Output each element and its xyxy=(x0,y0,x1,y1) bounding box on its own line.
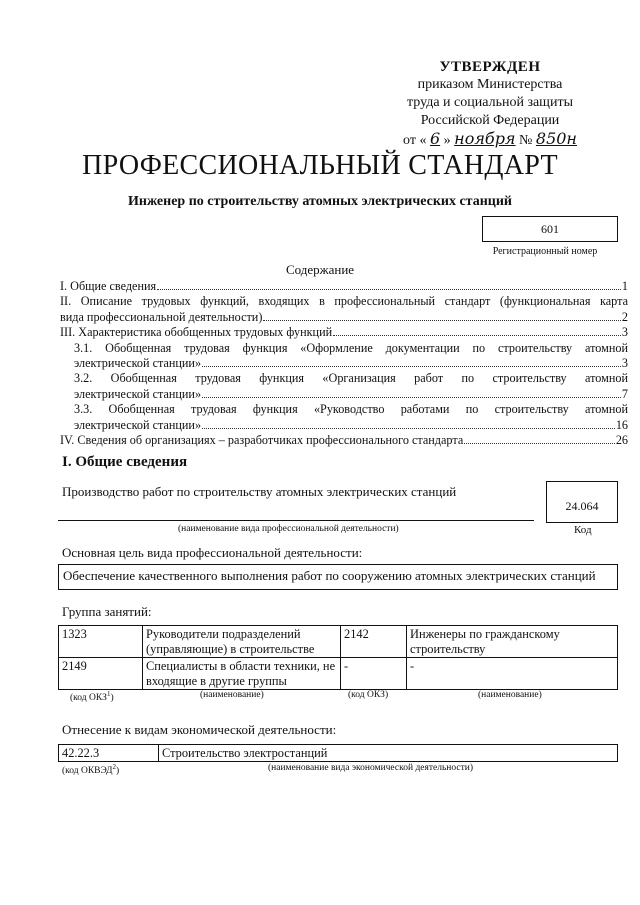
group-label: Группа занятий: xyxy=(62,604,152,619)
toc-item[interactable] xyxy=(60,418,628,433)
toc-item-text: электрической станции» xyxy=(74,386,202,401)
table-row xyxy=(59,658,618,690)
okz-code-cell: 2142 xyxy=(341,626,407,658)
okz-name-cell: - xyxy=(407,658,618,690)
standard-subtitle: Инженер по строительству атомных электрических станций xyxy=(128,194,512,209)
goal-box: Обеспечение качественного выполнения работ по сооружению атомных электрических станций xyxy=(58,564,618,590)
toc-item-text: I. Общие сведения xyxy=(60,279,157,293)
date-day: 6 xyxy=(429,129,441,148)
approval-line-1: приказом Министерства xyxy=(417,77,563,92)
toc-dots xyxy=(157,289,621,290)
caption-name-2: (наименование) xyxy=(478,690,542,700)
toc-page: 2 xyxy=(621,309,628,324)
section-heading: I. Общие сведения xyxy=(62,454,188,470)
okz-code-cell: 2149 xyxy=(59,658,143,690)
caption-okved-code xyxy=(62,763,119,776)
table-row xyxy=(59,626,618,658)
approval-heading: УТВЕРЖДЕН xyxy=(439,59,541,75)
toc-dots xyxy=(263,320,621,321)
activity-code-box: 24.064 xyxy=(546,481,618,523)
toc-item[interactable] xyxy=(60,356,628,371)
toc-item[interactable] xyxy=(60,433,628,448)
toc-page: 26 xyxy=(615,433,628,448)
caption-okz-code xyxy=(70,690,114,703)
okved-name-cell: Строительство электростанций xyxy=(159,745,618,762)
okz-code-cell: 1323 xyxy=(59,626,143,658)
goal-label: Основная цель вида профессиональной деятельности: xyxy=(62,545,363,560)
toc-page: 1 xyxy=(621,279,628,293)
toc-item-line[interactable]: 3.2. Обобщенная трудовая функция «Организация работ по строительству атомной xyxy=(74,371,628,386)
approval-block xyxy=(370,58,610,150)
registration-number-label: Регистрационный номер xyxy=(492,246,598,257)
toc-dots xyxy=(333,335,621,336)
toc-page: 16 xyxy=(615,417,628,432)
toc-page: 7 xyxy=(621,386,628,401)
code-caption: Код xyxy=(574,524,592,536)
footnote-mark: 1 xyxy=(106,690,111,698)
toc-item[interactable] xyxy=(60,325,628,340)
toc-page: 3 xyxy=(621,325,628,340)
occupation-group-table xyxy=(58,625,618,690)
okz-name-cell: Специалисты в области техники, не входящие в другие группы xyxy=(143,658,341,690)
date-mid: » xyxy=(443,133,451,148)
toc-dots xyxy=(202,397,621,398)
date-prefix: от « xyxy=(403,133,427,148)
caption-text: (код ОКВЭД xyxy=(62,766,113,777)
toc-dots xyxy=(202,428,615,429)
footnote-mark: 2 xyxy=(112,763,116,771)
toc-item-line[interactable]: 3.1. Обобщенная трудовая функция «Оформление документации по строительству атомной xyxy=(74,340,628,355)
toc-item[interactable] xyxy=(60,387,628,402)
okz-name-cell: Руководители подразделений (управляющие) в строительстве xyxy=(143,626,341,658)
table-row xyxy=(59,745,618,762)
caption-okved-name: (наименование вида экономической деятельности) xyxy=(268,763,473,773)
toc-item-line[interactable]: 3.3. Обобщенная трудовая функция «Руководство работами по строительству атомной xyxy=(74,402,628,417)
toc-dots xyxy=(202,366,621,367)
caption-name: (наименование) xyxy=(200,690,264,700)
approval-date xyxy=(370,130,610,150)
okz-name-cell: Инженеры по гражданскому строительству xyxy=(407,626,618,658)
activity-name: Производство работ по строительству атомных электрических станций xyxy=(62,484,457,499)
number-label: № xyxy=(519,133,533,148)
toc-item-line[interactable]: II. Описание трудовых функций, входящих в профессиональный стандарт (функциональная карта xyxy=(60,294,628,309)
page-title: ПРОФЕССИОНАЛЬНЫЙ СТАНДАРТ xyxy=(82,150,558,181)
okved-label: Отнесение к видам экономической деятельности: xyxy=(62,722,337,737)
toc-page: 3 xyxy=(621,356,628,371)
caption-text: ) xyxy=(110,693,114,704)
toc-item-text: III. Характеристика обобщенных трудовых функций xyxy=(60,325,333,340)
toc-item-text: электрической станции» xyxy=(74,356,202,371)
toc-item[interactable] xyxy=(60,279,628,294)
okz-code-cell: - xyxy=(341,658,407,690)
approval-line-3: Российской Федерации xyxy=(420,113,560,128)
toc-item-text: IV. Сведения об организациях – разработчиках профессионального стандарта xyxy=(60,433,464,448)
approval-line-2: труда и социальной защиты xyxy=(407,95,573,110)
okved-code-cell: 42.22.3 xyxy=(59,745,159,762)
caption-text: (код ОКЗ xyxy=(70,693,107,704)
toc-title: Содержание xyxy=(285,262,355,277)
okved-table xyxy=(58,744,618,762)
toc-item[interactable] xyxy=(60,310,628,325)
order-number: 850н xyxy=(535,129,577,148)
registration-number-box: 601 xyxy=(482,216,618,242)
table-of-contents xyxy=(60,279,628,448)
activity-underline xyxy=(58,520,534,521)
caption-text: ) xyxy=(115,766,120,777)
toc-dots xyxy=(464,443,615,444)
date-month: ноября xyxy=(454,129,516,148)
toc-item-text: вида профессиональной деятельности) xyxy=(60,309,263,324)
activity-caption: (наименование вида профессиональной деятельности) xyxy=(178,524,399,534)
toc-item-text: электрической станции» xyxy=(74,417,202,432)
caption-okz-code-2: (код ОКЗ) xyxy=(348,690,389,700)
